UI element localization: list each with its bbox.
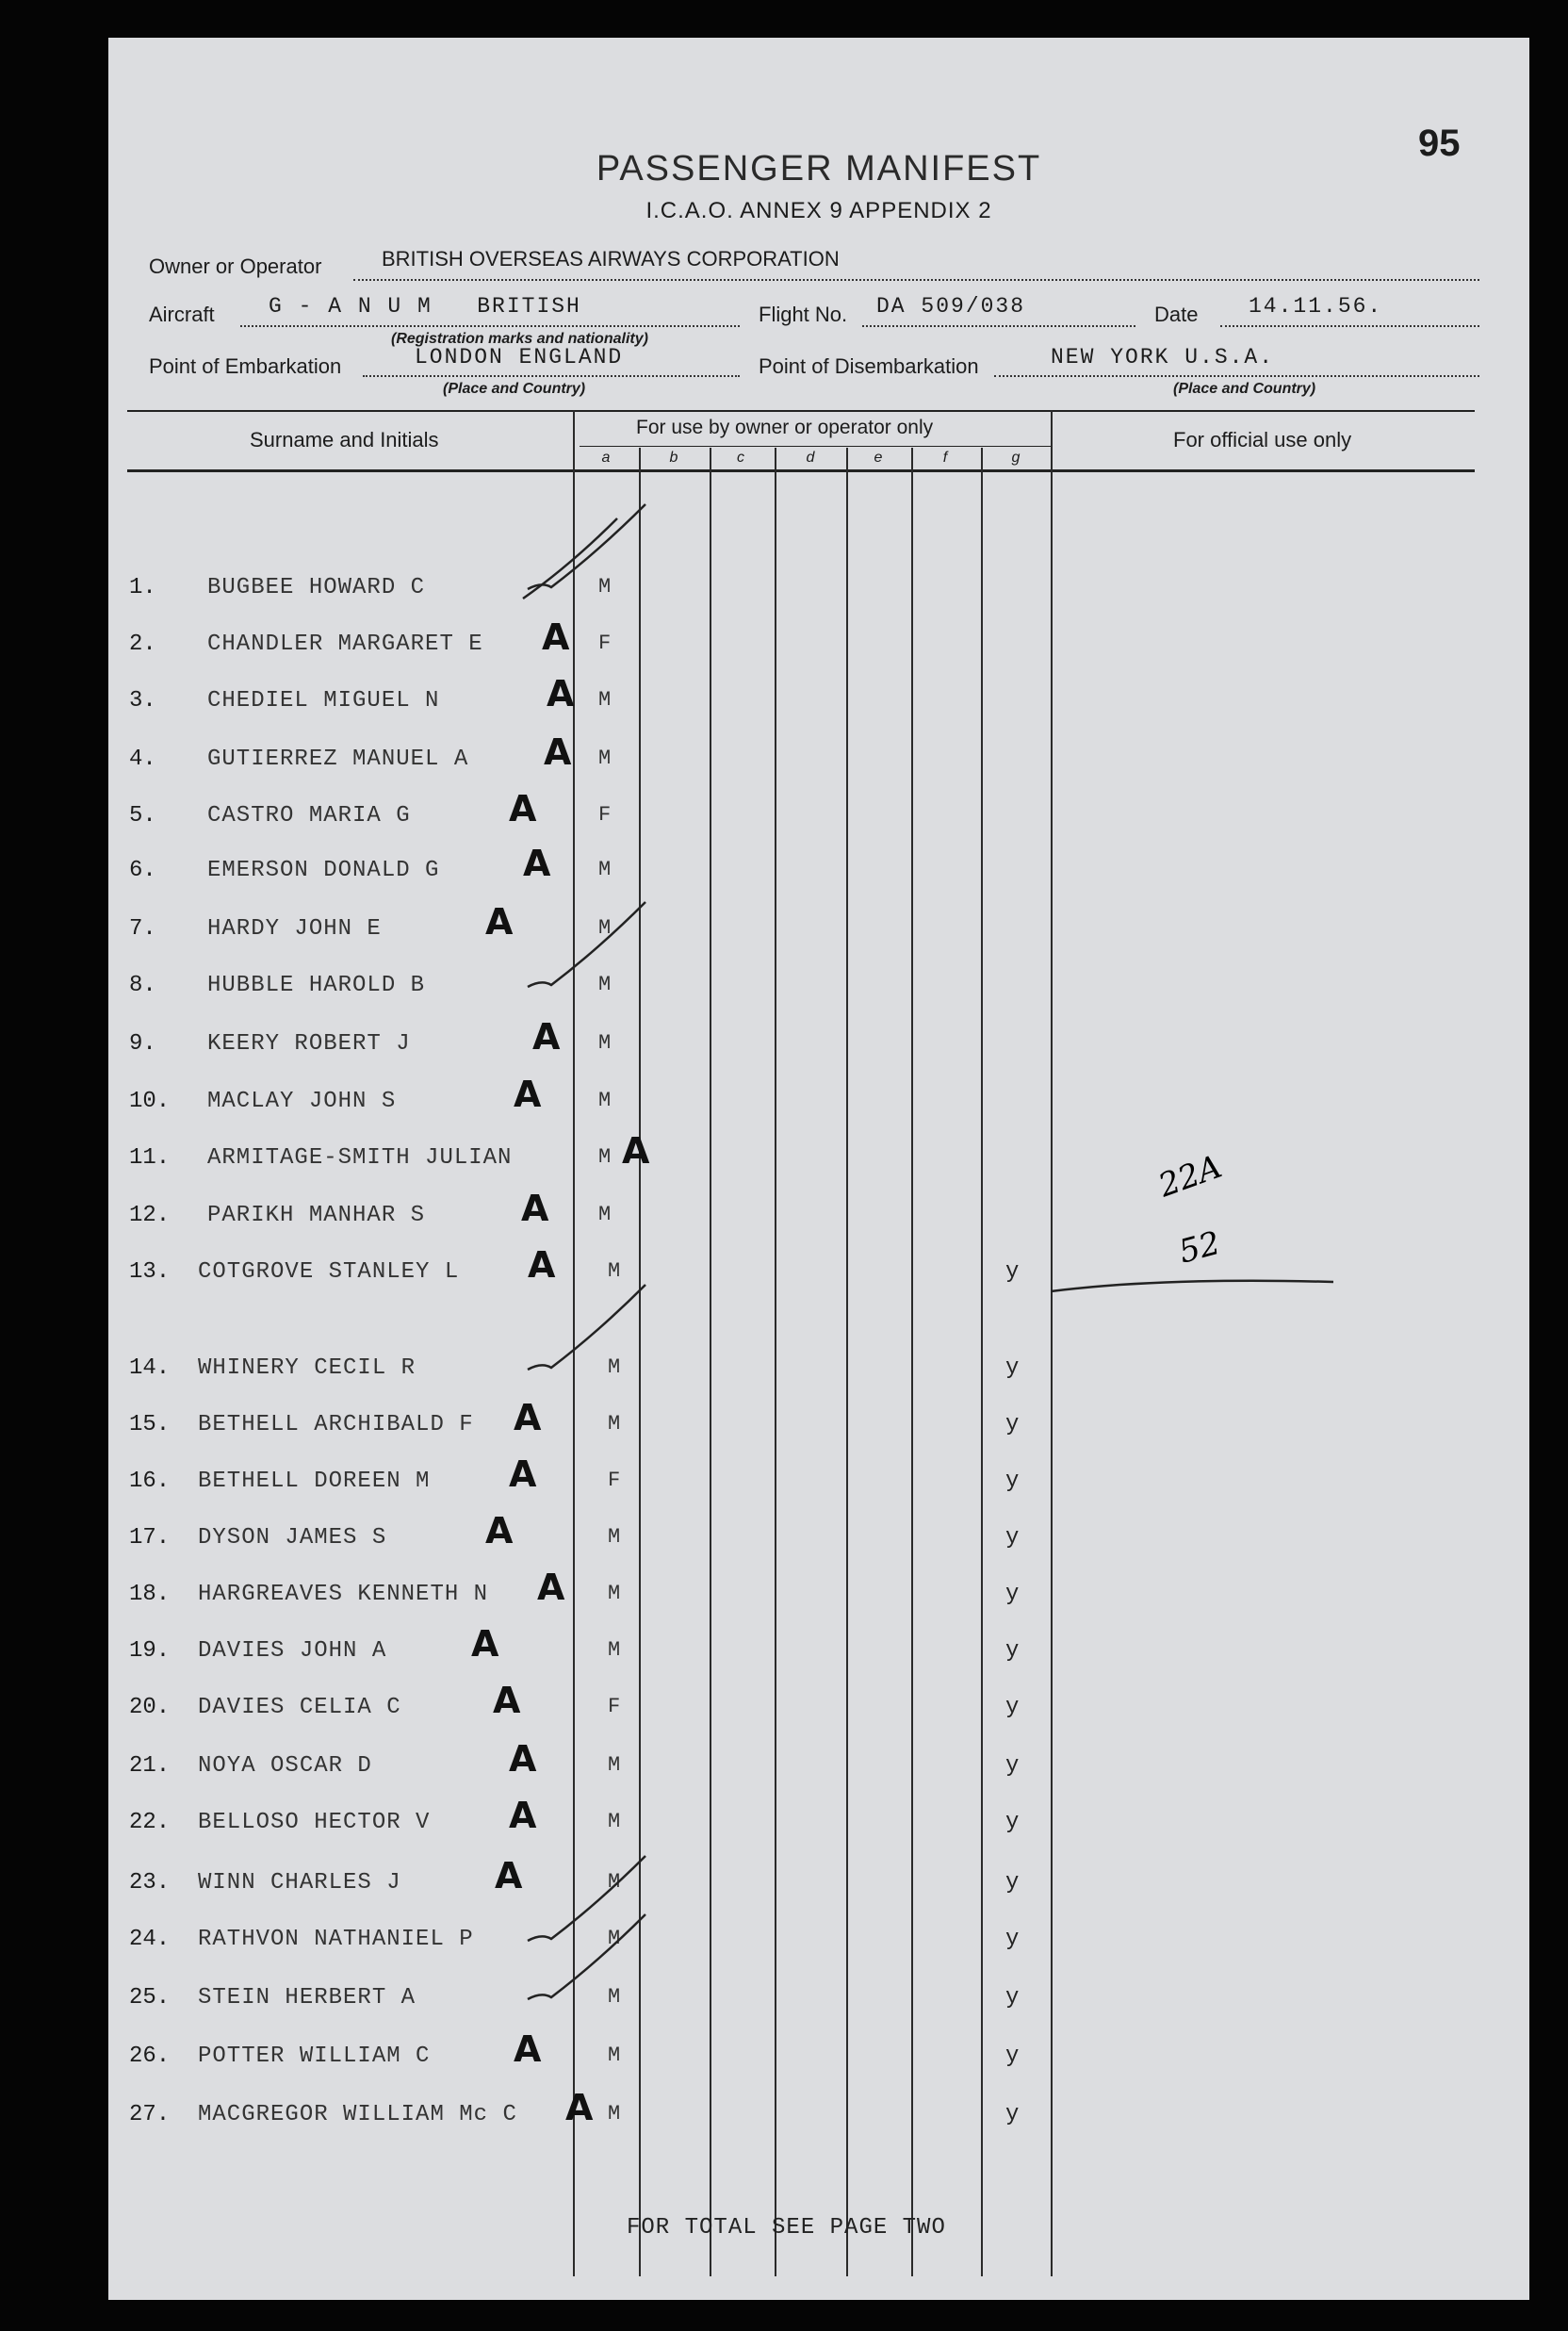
passenger-name: EMERSON DONALD G — [207, 858, 440, 883]
column-g-value: y — [1005, 1412, 1020, 1437]
embark-dotline — [363, 375, 740, 377]
row-number: 20. — [129, 1695, 171, 1720]
handwritten-a-mark: A — [495, 1855, 523, 1896]
embark-note: (Place and Country) — [443, 381, 586, 397]
handwritten-a-mark: A — [514, 1397, 542, 1438]
owner-label: Owner or Operator — [149, 254, 322, 278]
passenger-sex: M — [608, 1412, 621, 1436]
passenger-name: CHEDIEL MIGUEL N — [207, 688, 440, 714]
passenger-name: HARGREAVES KENNETH N — [198, 1582, 489, 1607]
handwritten-a-mark: A — [521, 1188, 549, 1229]
passenger-name: HARDY JOHN E — [207, 916, 382, 942]
official-note-line2: 52 — [1174, 1223, 1225, 1272]
subcol-e: e — [874, 450, 883, 466]
row-number: 26. — [129, 2044, 171, 2069]
handwritten-a-mark: A — [544, 731, 572, 773]
handwritten-a-mark: A — [542, 616, 570, 658]
passenger-sex: F — [608, 1695, 621, 1718]
divider-e — [911, 448, 913, 2276]
handwritten-a-mark: A — [565, 2087, 594, 2128]
row-number: 15. — [129, 1412, 171, 1437]
surname-header: Surname and Initials — [250, 428, 439, 451]
passenger-sex: M — [598, 1031, 612, 1055]
official-note-scribble — [1051, 1103, 1446, 1310]
row-number: 21. — [129, 1753, 171, 1779]
handwritten-a-mark: A — [622, 1130, 650, 1172]
row-number: 24. — [129, 1927, 171, 1952]
column-g-value: y — [1005, 1753, 1020, 1779]
column-g-value: y — [1005, 1355, 1020, 1381]
table-top-rule — [127, 410, 1475, 412]
column-g-value: y — [1005, 1259, 1020, 1285]
date-dotline — [1220, 325, 1479, 327]
row-number: 27. — [129, 2102, 171, 2127]
flight-label: Flight No. — [759, 303, 848, 326]
table-header-rule — [127, 469, 1475, 472]
passenger-name: STEIN HERBERT A — [198, 1985, 416, 2011]
row-number: 4. — [129, 747, 156, 772]
passenger-sex: M — [608, 1753, 621, 1777]
disembark-note: (Place and Country) — [1173, 381, 1316, 397]
aircraft-value: G - A N U M BRITISH — [269, 294, 581, 319]
official-header: For official use only — [1173, 428, 1352, 451]
handwritten-a-mark: A — [509, 1795, 537, 1836]
owner-value: BRITISH OVERSEAS AIRWAYS CORPORATION — [382, 247, 840, 271]
aircraft-dotline — [240, 325, 740, 327]
handwritten-check-mark — [523, 1905, 655, 2009]
handwritten-a-mark: A — [532, 1016, 561, 1058]
passenger-name: BUGBEE HOWARD C — [207, 575, 426, 600]
passenger-sex: M — [598, 747, 612, 770]
passenger-sex: M — [608, 1985, 621, 2009]
passenger-name: WHINERY CECIL R — [198, 1355, 416, 1381]
row-number: 9. — [129, 1031, 156, 1057]
subcol-d: d — [806, 450, 815, 466]
column-g-value: y — [1005, 1695, 1020, 1720]
embark-label: Point of Embarkation — [149, 354, 342, 378]
flight-dotline — [862, 325, 1135, 327]
manifest-sheet — [108, 38, 1529, 2300]
handwritten-a-mark: A — [509, 1453, 537, 1495]
passenger-name: WINN CHARLES J — [198, 1870, 401, 1896]
row-number: 3. — [129, 688, 156, 714]
row-number: 2. — [129, 632, 156, 657]
divider-d — [846, 448, 848, 2276]
passenger-name: MACGREGOR WILLIAM Mc C — [198, 2102, 517, 2127]
passenger-sex: M — [598, 1145, 612, 1169]
row-number: 16. — [129, 1469, 171, 1494]
handwritten-a-mark: A — [471, 1623, 499, 1665]
divider-b — [710, 448, 711, 2276]
passenger-sex: M — [598, 973, 612, 996]
passenger-sex: M — [608, 1927, 621, 1950]
handwritten-a-mark: A — [528, 1244, 556, 1286]
subcol-rule — [580, 446, 1053, 447]
embark-value: LONDON ENGLAND — [415, 345, 624, 369]
passenger-name: ARMITAGE-SMITH JULIAN — [207, 1145, 513, 1171]
row-number: 10. — [129, 1089, 171, 1114]
row-number: 18. — [129, 1582, 171, 1607]
subcol-c: c — [737, 450, 744, 466]
passenger-sex: M — [598, 858, 612, 881]
column-g-value: y — [1005, 2044, 1020, 2069]
passenger-name: BETHELL DOREEN M — [198, 1469, 431, 1494]
column-g-value: y — [1005, 1810, 1020, 1835]
passenger-name: CHANDLER MARGARET E — [207, 632, 483, 657]
row-number: 11. — [129, 1145, 171, 1171]
passenger-name: DYSON JAMES S — [198, 1525, 387, 1551]
handwritten-a-mark: A — [523, 843, 551, 884]
subcol-f: f — [942, 450, 948, 466]
passenger-name: KEERY ROBERT J — [207, 1031, 411, 1057]
handwritten-a-mark: A — [493, 1680, 521, 1721]
passenger-name: POTTER WILLIAM C — [198, 2044, 431, 2069]
subcol-b: b — [669, 450, 678, 466]
row-number: 6. — [129, 858, 156, 883]
official-note-underline — [1051, 1281, 1333, 1291]
column-g-value: y — [1005, 1638, 1020, 1664]
passenger-name: COTGROVE STANLEY L — [198, 1259, 460, 1285]
column-g-value: y — [1005, 1469, 1020, 1494]
passenger-name: DAVIES CELIA C — [198, 1695, 401, 1720]
column-g-value: y — [1005, 1582, 1020, 1607]
handwritten-a-mark: A — [514, 1074, 542, 1115]
passenger-name: NOYA OSCAR D — [198, 1753, 372, 1779]
passenger-sex: M — [608, 1355, 621, 1379]
handwritten-a-mark: A — [485, 1510, 514, 1551]
divider-c — [775, 448, 776, 2276]
divider-official — [1051, 410, 1053, 2276]
passenger-sex: M — [608, 2102, 621, 2126]
passenger-name: PARIKH MANHAR S — [207, 1203, 426, 1228]
passenger-sex: M — [608, 1638, 621, 1662]
handwritten-a-mark: A — [509, 1738, 537, 1780]
passenger-name: HUBBLE HAROLD B — [207, 973, 426, 998]
handwritten-a-mark: A — [485, 901, 514, 943]
passenger-sex: M — [598, 916, 612, 940]
passenger-name: DAVIES JOHN A — [198, 1638, 387, 1664]
row-number: 5. — [129, 803, 156, 829]
column-g-value: y — [1005, 2102, 1020, 2127]
disembark-value: NEW YORK U.S.A. — [1051, 345, 1275, 369]
row-number: 23. — [129, 1870, 171, 1896]
owner-dotline — [353, 279, 1479, 281]
subcol-g: g — [1011, 450, 1021, 466]
page-number: 95 — [1418, 123, 1461, 164]
handwritten-a-mark: A — [547, 673, 575, 714]
document-title: PASSENGER MANIFEST — [596, 149, 1042, 189]
row-number: 14. — [129, 1355, 171, 1381]
official-note-line1: 22A — [1153, 1147, 1227, 1206]
passenger-sex: M — [598, 1089, 612, 1112]
passenger-name: RATHVON NATHANIEL P — [198, 1927, 474, 1952]
passenger-sex: F — [608, 1469, 621, 1492]
operator-header: For use by owner or operator only — [636, 417, 934, 438]
passenger-sex: M — [608, 1259, 621, 1283]
row-number: 25. — [129, 1985, 171, 2011]
handwritten-a-mark: A — [537, 1567, 565, 1608]
passenger-name: CASTRO MARIA G — [207, 803, 411, 829]
passenger-sex: M — [608, 1525, 621, 1549]
aircraft-note: (Registration marks and nationality) — [391, 331, 648, 347]
row-number: 22. — [129, 1810, 171, 1835]
aircraft-label: Aircraft — [149, 303, 215, 326]
footer-note: FOR TOTAL SEE PAGE TWO — [627, 2215, 946, 2241]
passenger-name: BELLOSO HECTOR V — [198, 1810, 431, 1835]
subcol-a: a — [601, 450, 611, 466]
passenger-name: MACLAY JOHN S — [207, 1089, 397, 1114]
passenger-sex: M — [608, 1870, 621, 1894]
row-number: 1. — [129, 575, 156, 600]
passenger-name: BETHELL ARCHIBALD F — [198, 1412, 474, 1437]
document-subtitle: I.C.A.O. ANNEX 9 APPENDIX 2 — [645, 198, 992, 223]
passenger-sex: M — [598, 1203, 612, 1226]
row-number: 13. — [129, 1259, 171, 1285]
handwritten-check-mark — [523, 1275, 655, 1379]
column-g-value: y — [1005, 1985, 1020, 2011]
passenger-sex: M — [608, 1810, 621, 1833]
row-number: 8. — [129, 973, 156, 998]
disembark-dotline — [994, 375, 1479, 377]
passenger-sex: M — [598, 575, 612, 599]
disembark-label: Point of Disembarkation — [759, 354, 979, 378]
handwritten-a-mark: A — [509, 788, 537, 829]
passenger-sex: M — [598, 688, 612, 712]
passenger-sex: F — [598, 803, 612, 827]
flight-value: DA 509/038 — [876, 294, 1026, 319]
passenger-name: GUTIERREZ MANUEL A — [207, 747, 469, 772]
handwritten-check-mark — [523, 893, 655, 996]
row-number: 19. — [129, 1638, 171, 1664]
row-number: 7. — [129, 916, 156, 942]
date-label: Date — [1154, 303, 1199, 326]
date-value: 14.11.56. — [1249, 294, 1383, 319]
column-g-value: y — [1005, 1525, 1020, 1551]
passenger-sex: F — [598, 632, 612, 655]
passenger-sex: M — [608, 2044, 621, 2067]
handwritten-a-mark: A — [514, 2028, 542, 2070]
column-g-value: y — [1005, 1927, 1020, 1952]
row-number: 12. — [129, 1203, 171, 1228]
stroke-mark-top — [514, 462, 627, 603]
row-number: 17. — [129, 1525, 171, 1551]
column-g-value: y — [1005, 1870, 1020, 1896]
passenger-sex: M — [608, 1582, 621, 1605]
divider-f — [981, 448, 983, 2276]
